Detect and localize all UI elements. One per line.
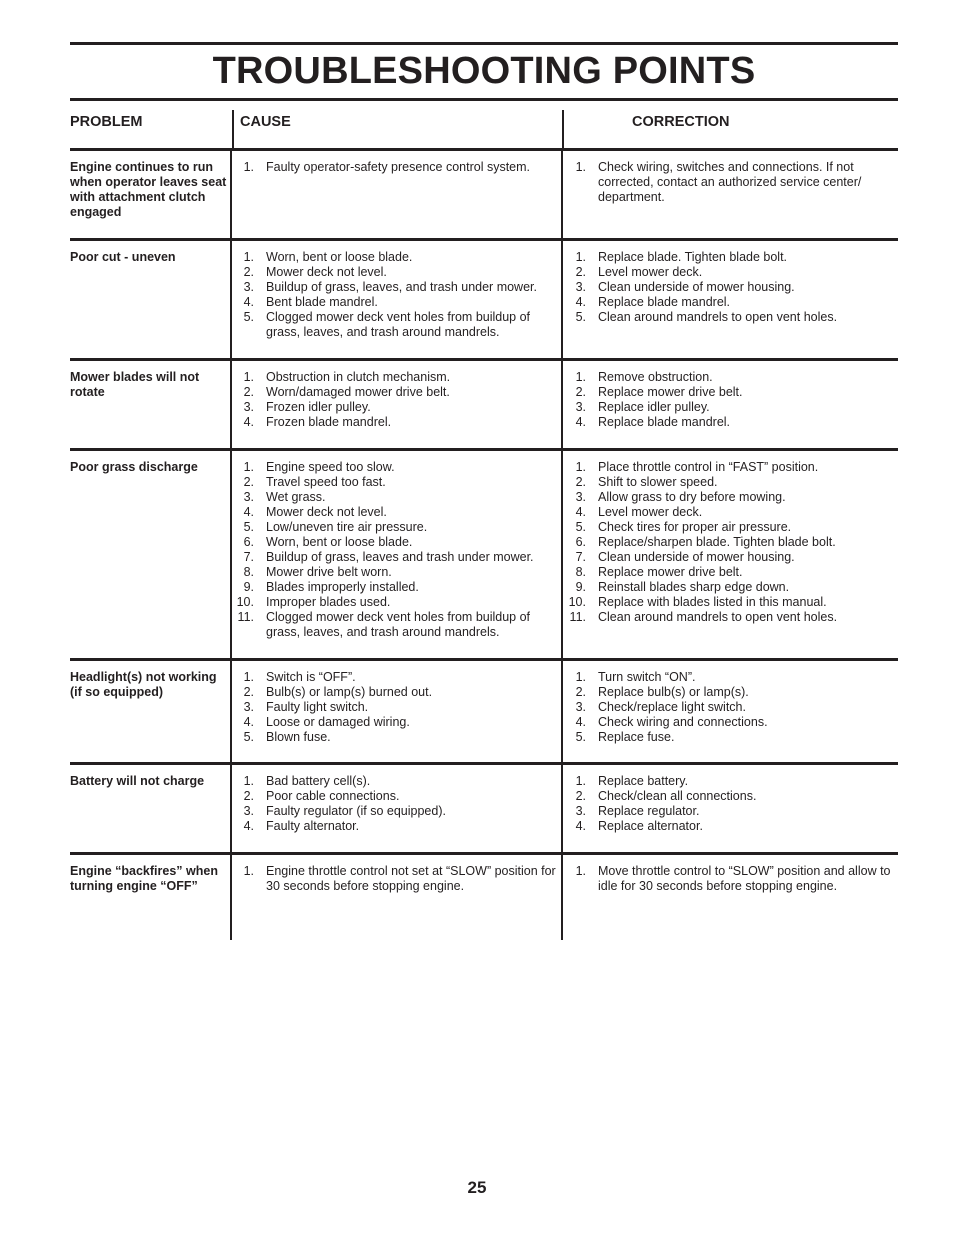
cause-item [232, 700, 562, 715]
cause-list [232, 460, 562, 640]
cause-cell [230, 661, 562, 762]
cause-item [232, 550, 562, 565]
correction-text: Replace idler pulley. [598, 400, 710, 414]
correction-text: Allow grass to dry before mowing. [598, 490, 786, 504]
cause-cell [230, 241, 562, 358]
item-number: 2. [575, 385, 586, 399]
item-number: 5. [575, 310, 586, 324]
cause-text: Frozen idler pulley. [266, 400, 371, 414]
troubleshooting-table [70, 110, 898, 940]
cause-cell [230, 855, 562, 940]
correction-text: Check/replace light switch. [598, 700, 746, 714]
correction-text: Replace battery. [598, 774, 689, 788]
correction-item [564, 250, 900, 265]
correction-item [564, 774, 900, 789]
cause-cell [230, 361, 562, 448]
cause-text: Worn, bent or loose blade. [266, 535, 413, 549]
correction-text: Clean underside of mower housing. [598, 550, 795, 564]
correction-text: Replace/sharpen blade. Tighten blade bolt. [598, 535, 836, 549]
item-number: 3. [243, 804, 254, 818]
correction-cell [561, 661, 900, 762]
item-number: 3. [575, 280, 586, 294]
cause-item [232, 250, 562, 265]
correction-text: Level mower deck. [598, 505, 703, 519]
item-number: 5. [243, 310, 254, 324]
cause-list [232, 670, 562, 745]
correction-cell [561, 855, 900, 940]
cause-item [232, 265, 562, 280]
table-row [70, 661, 898, 765]
item-number: 4. [575, 505, 586, 519]
item-number: 3. [575, 490, 586, 504]
correction-text: Replace blade. Tighten blade bolt. [598, 250, 788, 264]
item-number: 4. [575, 819, 586, 833]
correction-list [564, 864, 900, 894]
item-number: 1. [243, 670, 254, 684]
correction-item [564, 580, 900, 595]
cause-item [232, 610, 562, 640]
table-row [70, 855, 898, 940]
cause-item [232, 460, 562, 475]
correction-text: Clean around mandrels to open vent holes. [598, 310, 838, 324]
correction-item [564, 400, 900, 415]
item-number: 2. [243, 265, 254, 279]
problem-cell: Battery will not charge [70, 774, 205, 788]
cause-list [232, 774, 562, 834]
correction-text: Turn switch “ON”. [598, 670, 696, 684]
item-number: 1. [243, 160, 254, 174]
correction-item [564, 160, 900, 205]
cause-text: Bad battery cell(s). [266, 774, 371, 788]
item-number: 1. [575, 864, 586, 878]
item-number: 4. [243, 415, 254, 429]
cause-item [232, 565, 562, 580]
item-number: 2. [575, 475, 586, 489]
cause-text: Clogged mower deck vent holes from buildup of grass, leaves, and trash around mandrels. [266, 310, 531, 339]
cause-text: Obstruction in clutch mechanism. [266, 370, 451, 384]
item-number: 1. [575, 774, 586, 788]
item-number: 2. [575, 685, 586, 699]
correction-item [564, 460, 900, 475]
cause-text: Mower drive belt worn. [266, 565, 392, 579]
cause-text: Low/uneven tire air pressure. [266, 520, 428, 534]
correction-item [564, 415, 900, 430]
cause-item [232, 789, 562, 804]
header-problem: PROBLEM [70, 114, 143, 130]
cause-item [232, 685, 562, 700]
cause-item [232, 295, 562, 310]
item-number: 1. [243, 460, 254, 474]
cause-text: Poor cable connections. [266, 789, 400, 803]
item-number: 3. [575, 700, 586, 714]
item-number: 3. [575, 400, 586, 414]
item-number: 8. [243, 565, 254, 579]
item-number: 4. [575, 295, 586, 309]
cause-text: Faulty regulator (if so equipped). [266, 804, 446, 818]
item-number: 11. [237, 610, 254, 624]
cause-text: Faulty alternator. [266, 819, 360, 833]
cause-text: Worn, bent or loose blade. [266, 250, 413, 264]
cause-text: Worn/damaged mower drive belt. [266, 385, 450, 399]
correction-item [564, 730, 900, 745]
correction-cell [561, 151, 900, 238]
cause-item [232, 535, 562, 550]
correction-text: Remove obstruction. [598, 370, 713, 384]
item-number: 11. [569, 610, 586, 624]
correction-text: Reinstall blades sharp edge down. [598, 580, 790, 594]
correction-cell [561, 451, 900, 658]
cause-text: Bulb(s) or lamp(s) burned out. [266, 685, 433, 699]
item-number: 2. [575, 265, 586, 279]
correction-text: Check wiring, switches and connections. If not corrected, contact an authorized service center/ department. [598, 160, 862, 204]
cause-item [232, 400, 562, 415]
item-number: 5. [243, 520, 254, 534]
correction-text: Replace blade mandrel. [598, 295, 731, 309]
table-row [70, 241, 898, 361]
correction-list [564, 250, 900, 325]
problem-cell: Engine “backfires” when turning engine “OFF” [70, 864, 218, 893]
correction-text: Replace mower drive belt. [598, 565, 743, 579]
cause-cell [230, 765, 562, 852]
correction-item [564, 265, 900, 280]
item-number: 2. [243, 385, 254, 399]
table-body [70, 151, 898, 940]
cause-text: Buildup of grass, leaves and trash under mower. [266, 550, 534, 564]
cause-item [232, 804, 562, 819]
cause-list [232, 864, 562, 894]
problem-cell: Poor grass discharge [70, 460, 198, 474]
item-number: 1. [575, 670, 586, 684]
cause-item [232, 715, 562, 730]
correction-text: Replace blade mandrel. [598, 415, 731, 429]
correction-text: Replace fuse. [598, 730, 675, 744]
correction-item [564, 670, 900, 685]
cause-item [232, 505, 562, 520]
page-title: TROUBLESHOOTING POINTS [212, 50, 756, 92]
item-number: 2. [243, 475, 254, 489]
item-number: 7. [243, 550, 254, 564]
cause-cell [230, 151, 562, 238]
correction-item [564, 490, 900, 505]
cause-text: Improper blades used. [266, 595, 391, 609]
item-number: 4. [243, 295, 254, 309]
page-number: 25 [467, 1178, 487, 1197]
problem-cell: Poor cut - uneven [70, 250, 176, 264]
cause-item [232, 730, 562, 745]
header-correction: CORRECTION [632, 114, 730, 130]
table-row [70, 451, 898, 661]
correction-item [564, 310, 900, 325]
correction-text: Replace bulb(s) or lamp(s). [598, 685, 749, 699]
correction-text: Clean around mandrels to open vent holes. [598, 610, 838, 624]
correction-item [564, 700, 900, 715]
table-row [70, 361, 898, 451]
correction-list [564, 460, 900, 625]
correction-item [564, 385, 900, 400]
item-number: 3. [575, 804, 586, 818]
item-number: 4. [243, 505, 254, 519]
table-header [70, 110, 898, 151]
manual-page [70, 0, 898, 1235]
item-number: 1. [575, 160, 586, 174]
correction-item [564, 520, 900, 535]
correction-item [564, 370, 900, 385]
item-number: 1. [243, 250, 254, 264]
item-number: 4. [243, 715, 254, 729]
cause-text: Frozen blade mandrel. [266, 415, 392, 429]
correction-item [564, 565, 900, 580]
cause-text: Mower deck not level. [266, 265, 387, 279]
item-number: 5. [243, 730, 254, 744]
cause-item [232, 595, 562, 610]
correction-cell [561, 765, 900, 852]
correction-text: Check tires for proper air pressure. [598, 520, 792, 534]
correction-text: Place throttle control in “FAST” position. [598, 460, 819, 474]
cause-text: Blades improperly installed. [266, 580, 419, 594]
item-number: 7. [575, 550, 586, 564]
item-number: 1. [575, 460, 586, 474]
correction-text: Replace mower drive belt. [598, 385, 743, 399]
top-rule [70, 42, 898, 45]
correction-item [564, 685, 900, 700]
correction-text: Check wiring and connections. [598, 715, 768, 729]
cause-list [232, 250, 562, 340]
title-rule [70, 98, 898, 101]
correction-item [564, 535, 900, 550]
cause-text: Engine throttle control not set at “SLOW” position for 30 seconds before stopping engine. [266, 864, 556, 893]
item-number: 5. [575, 520, 586, 534]
correction-item [564, 610, 900, 625]
correction-item [564, 804, 900, 819]
correction-list [564, 670, 900, 745]
cause-item [232, 490, 562, 505]
item-number: 1. [243, 864, 254, 878]
item-number: 3. [243, 490, 254, 504]
correction-item [564, 295, 900, 310]
item-number: 1. [243, 370, 254, 384]
correction-item [564, 789, 900, 804]
correction-text: Move throttle control to “SLOW” position and allow to idle for 30 seconds before stopping engine. [598, 864, 891, 893]
cause-list [232, 160, 562, 175]
item-number: 8. [575, 565, 586, 579]
cause-item [232, 385, 562, 400]
correction-list [564, 774, 900, 834]
item-number: 4. [575, 715, 586, 729]
header-cause: CAUSE [232, 110, 570, 148]
correction-text: Clean underside of mower housing. [598, 280, 795, 294]
cause-item [232, 370, 562, 385]
cause-text: Mower deck not level. [266, 505, 387, 519]
cause-item [232, 580, 562, 595]
header-correction-cell [562, 110, 900, 148]
problem-cell: Mower blades will not rotate [70, 370, 200, 399]
table-row [70, 151, 898, 241]
correction-text: Level mower deck. [598, 265, 703, 279]
cause-text: Clogged mower deck vent holes from buildup of grass, leaves, and trash around mandrels. [266, 610, 531, 639]
correction-cell [561, 241, 900, 358]
correction-item [564, 475, 900, 490]
cause-text: Buildup of grass, leaves, and trash under mower. [266, 280, 537, 294]
item-number: 3. [243, 700, 254, 714]
item-number: 4. [575, 415, 586, 429]
cause-item [232, 280, 562, 295]
item-number: 2. [243, 685, 254, 699]
item-number: 1. [575, 370, 586, 384]
cause-item [232, 774, 562, 789]
cause-item [232, 475, 562, 490]
correction-text: Replace alternator. [598, 819, 703, 833]
correction-list [564, 160, 900, 205]
item-number: 4. [243, 819, 254, 833]
correction-cell [561, 361, 900, 448]
cause-text: Faulty light switch. [266, 700, 369, 714]
item-number: 5. [575, 730, 586, 744]
cause-item [232, 160, 562, 175]
cause-text: Engine speed too slow. [266, 460, 395, 474]
cause-text: Faulty operator-safety presence control system. [266, 160, 531, 174]
cause-item [232, 520, 562, 535]
correction-text: Check/clean all connections. [598, 789, 757, 803]
correction-item [564, 280, 900, 295]
cause-text: Wet grass. [266, 490, 326, 504]
cause-item [232, 415, 562, 430]
item-number: 1. [575, 250, 586, 264]
item-number: 10. [236, 595, 254, 609]
correction-item [564, 864, 900, 894]
item-number: 9. [575, 580, 586, 594]
correction-item [564, 595, 900, 610]
problem-cell: Engine continues to run when operator leaves seat with attachment clutch engaged [70, 160, 227, 219]
cause-item [232, 670, 562, 685]
correction-item [564, 550, 900, 565]
cause-text: Switch is “OFF”. [266, 670, 356, 684]
item-number: 3. [243, 280, 254, 294]
correction-list [564, 370, 900, 430]
table-row [70, 765, 898, 855]
correction-text: Shift to slower speed. [598, 475, 718, 489]
cause-item [232, 864, 562, 894]
correction-text: Replace with blades listed in this manual. [598, 595, 827, 609]
cause-text: Blown fuse. [266, 730, 331, 744]
cause-list [232, 370, 562, 430]
correction-item [564, 819, 900, 834]
correction-text: Replace regulator. [598, 804, 700, 818]
problem-cell: Headlight(s) not working (if so equipped) [70, 670, 217, 699]
cause-text: Travel speed too fast. [266, 475, 386, 489]
cause-text: Bent blade mandrel. [266, 295, 378, 309]
item-number: 2. [243, 789, 254, 803]
item-number: 1. [243, 774, 254, 788]
item-number: 6. [575, 535, 586, 549]
item-number: 6. [243, 535, 254, 549]
correction-item [564, 505, 900, 520]
cause-item [232, 819, 562, 834]
item-number: 3. [243, 400, 254, 414]
cause-cell [230, 451, 562, 658]
item-number: 9. [243, 580, 254, 594]
correction-item [564, 715, 900, 730]
item-number: 2. [575, 789, 586, 803]
cause-item [232, 310, 562, 340]
item-number: 10. [568, 595, 586, 609]
cause-text: Loose or damaged wiring. [266, 715, 410, 729]
